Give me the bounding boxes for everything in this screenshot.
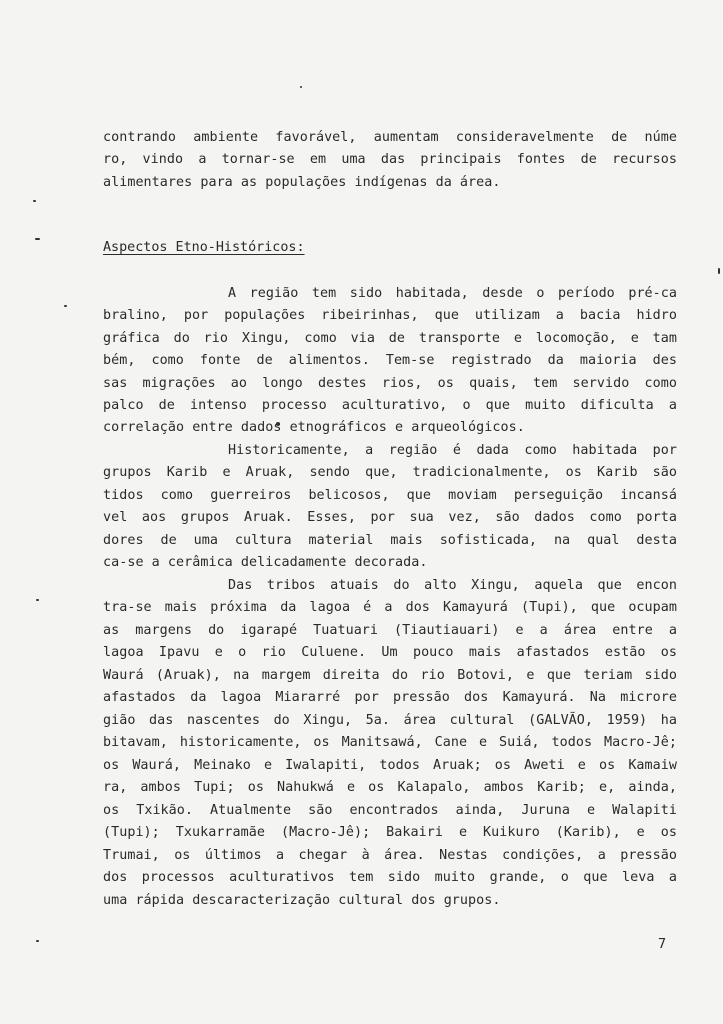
text-line: bralino, por populações ribeirinhas, que utilizam a bacia hidro xyxy=(103,308,677,323)
text-line: dos processos aculturativos tem sido muito grande, o que leva a xyxy=(103,870,677,885)
text-line: gráfica do rio Xingu, como via de transporte e locomoção, e tam xyxy=(103,331,677,346)
text-line: os Txikão. Atualmente são encontrados ainda, Juruna e Walapiti xyxy=(103,803,677,818)
text-line: (Tupi); Txukarramãe (Macro-Jê); Bakairi e Kuikuro (Karib), e os xyxy=(103,825,677,840)
text-line: grupos Karib e Aruak, sendo que, tradicionalmente, os Karib são xyxy=(103,465,677,480)
text-line: ca-se a cerâmica delicadamente decorada. xyxy=(103,555,428,570)
scan-speck xyxy=(35,238,40,240)
text-line: lagoa Ipavu e o rio Culuene. Um pouco mais afastados estão os xyxy=(103,645,677,660)
text-line: palco de intenso processo aculturativo, o que muito dificulta a xyxy=(103,398,677,413)
scan-speck xyxy=(33,200,36,202)
text-line: Historicamente, a região é dada como habitada por xyxy=(228,443,677,458)
text-line: gião das nascentes do Xingu, 5a. área cultural (GALVÃO, 1959) ha xyxy=(103,713,677,728)
text-line: bitavam, historicamente, os Manitsawá, Cane e Suiá, todos Macro-Jê; xyxy=(103,735,677,750)
text-line: ra, ambos Tupi; os Nahukwá e os Kalapalo, ambos Karib; e, ainda, xyxy=(103,780,677,795)
text-line: dores de uma cultura material mais sofisticada, na qual desta xyxy=(103,533,677,548)
text-line: os Waurá, Meinako e Iwalapiti, todos Aruak; os Aweti e os Kamaiw xyxy=(103,758,677,773)
text-line: tidos como guerreiros belicosos, que moviam perseguição incansá xyxy=(103,488,677,503)
text-line: Trumai, os últimos a chegar à área. Nestas condições, a pressão xyxy=(103,848,677,863)
page-number: 7 xyxy=(658,937,667,952)
text-line: contrando ambiente favorável, aumentam consideravelmente de núme xyxy=(103,130,677,145)
text-line: tra-se mais próxima da lagoa é a dos Kamayurá (Tupi), que ocupam xyxy=(103,600,677,615)
scan-speck xyxy=(36,940,39,942)
text-line: as margens do igarapé Tuatuari (Tiautiauari) e a área entre a xyxy=(103,623,677,638)
text-line: alimentares para as populações indígenas da área. xyxy=(103,175,501,190)
text-line: sas migrações ao longo destes rios, os quais, tem servido como xyxy=(103,376,677,391)
scan-speck xyxy=(718,268,720,274)
scan-speck xyxy=(64,305,67,307)
scan-speck xyxy=(300,86,302,88)
text-line: bém, como fonte de alimentos. Tem-se registrado da maioria des xyxy=(103,353,677,368)
text-line: uma rápida descaracterização cultural dos grupos. xyxy=(103,893,501,908)
text-line: ro, vindo a tornar-se em uma das principais fontes de recursos xyxy=(103,152,677,167)
text-line: vel aos grupos Aruak. Esses, por sua vez, são dados como porta xyxy=(103,510,677,525)
text-line: Waurá (Aruak), na margem direita do rio Botovi, e que teriam sido xyxy=(103,668,677,683)
text-line: correlação entre dados etnográficos e arqueológicos. xyxy=(103,420,525,435)
text-line: A região tem sido habitada, desde o período pré-ca xyxy=(228,286,677,301)
text-line: Das tribos atuais do alto Xingu, aquela que encon xyxy=(228,578,677,593)
text-line: afastados da lagoa Miararré por pressão dos Kamayurá. Na microre xyxy=(103,690,677,705)
scan-speck xyxy=(36,599,39,601)
section-heading: Aspectos Etno-Históricos: xyxy=(103,240,305,255)
